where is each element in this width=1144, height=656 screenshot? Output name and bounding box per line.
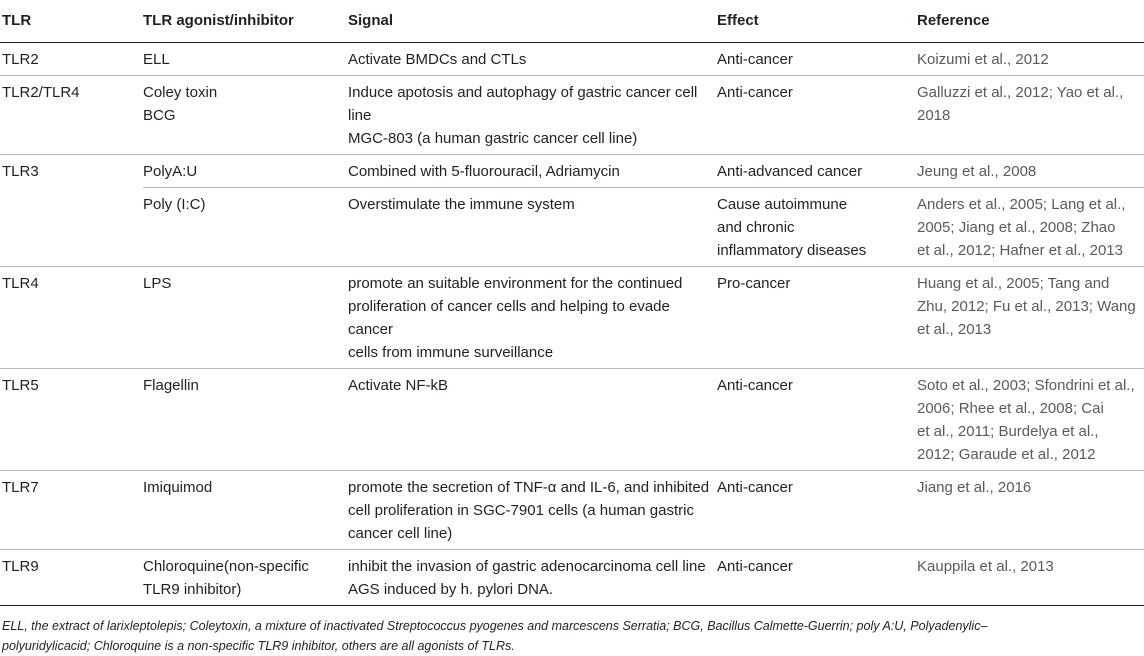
cell-signal-line: proliferation of cancer cells and helping to evade cancer bbox=[348, 298, 670, 338]
cell-reference-line: et al., 2012; Hafner et al., 2013 bbox=[917, 242, 1123, 259]
cell-reference bbox=[917, 155, 1144, 188]
cell-signal-line: promote the secretion of TNF-α and IL-6, and inhibited bbox=[348, 479, 710, 496]
cell-tlr bbox=[0, 267, 143, 369]
cell-agent bbox=[143, 267, 348, 369]
cell-reference bbox=[917, 471, 1144, 550]
cell-effect-line: Anti-cancer bbox=[717, 84, 793, 101]
cell-signal bbox=[348, 369, 717, 471]
cell-agent-line: Poly (I:C) bbox=[143, 196, 206, 213]
cell-tlr-line: TLR2/TLR4 bbox=[2, 84, 80, 101]
cell-signal bbox=[348, 267, 717, 369]
cell-effect-line: Anti-cancer bbox=[717, 479, 793, 496]
cell-effect bbox=[717, 550, 917, 606]
cell-agent bbox=[143, 550, 348, 606]
cell-signal-line: Induce apotosis and autophagy of gastric cancer cell line bbox=[348, 84, 698, 124]
cell-tlr bbox=[0, 550, 143, 606]
cell-reference-line: 2006; Rhee et al., 2008; Cai bbox=[917, 400, 1104, 417]
cell-tlr bbox=[0, 369, 143, 471]
cell-tlr-line: TLR5 bbox=[2, 377, 39, 394]
cell-effect bbox=[717, 43, 917, 76]
cell-reference bbox=[917, 188, 1144, 267]
cell-signal-line: Overstimulate the immune system bbox=[348, 196, 575, 213]
cell-reference-line: Jeung et al., 2008 bbox=[917, 163, 1037, 180]
cell-effect-line: Anti-cancer bbox=[717, 377, 793, 394]
cell-tlr-line: TLR3 bbox=[2, 163, 39, 180]
cell-signal bbox=[348, 471, 717, 550]
cell-reference-line: et al., 2011; Burdelya et al., bbox=[917, 423, 1099, 440]
cell-effect-line: Anti-cancer bbox=[717, 51, 793, 68]
cell-reference-line: Huang et al., 2005; Tang and bbox=[917, 275, 1110, 292]
cell-signal-line: cell proliferation in SGC-7901 cells (a human gastric bbox=[348, 502, 694, 519]
cell-effect-line: Pro-cancer bbox=[717, 275, 791, 292]
table-body bbox=[0, 43, 1144, 606]
cell-effect-line: and chronic bbox=[717, 219, 795, 236]
cell-signal-line: inhibit the invasion of gastric adenocarcinoma cell line bbox=[348, 558, 706, 575]
cell-effect bbox=[717, 471, 917, 550]
cell-agent bbox=[143, 43, 348, 76]
cell-reference-line: Zhu, 2012; Fu et al., 2013; Wang bbox=[917, 298, 1136, 315]
cell-signal bbox=[348, 43, 717, 76]
cell-tlr bbox=[0, 43, 143, 76]
cell-agent-line: Chloroquine(non-specific bbox=[143, 558, 309, 575]
cell-reference bbox=[917, 369, 1144, 471]
cell-signal bbox=[348, 550, 717, 606]
cell-agent bbox=[143, 369, 348, 471]
cell-agent-line: Coley toxin bbox=[143, 84, 218, 101]
cell-signal-line: AGS induced by h. pylori DNA. bbox=[348, 581, 554, 598]
cell-reference-line: Anders et al., 2005; Lang et al., bbox=[917, 196, 1126, 213]
cell-tlr-line: TLR2 bbox=[2, 51, 39, 68]
cell-agent bbox=[143, 188, 348, 267]
cell-effect bbox=[717, 188, 917, 267]
table-row bbox=[0, 43, 1144, 76]
cell-reference-line: Jiang et al., 2016 bbox=[917, 479, 1032, 496]
cell-agent-line: ELL bbox=[143, 51, 170, 68]
header-tlr: TLR bbox=[0, 0, 143, 43]
cell-effect bbox=[717, 155, 917, 188]
cell-signal-line: cells from immune surveillance bbox=[348, 344, 554, 361]
cell-signal-line: cancer cell line) bbox=[348, 525, 453, 542]
table-row bbox=[0, 76, 1144, 155]
table-row bbox=[0, 155, 1144, 188]
cell-tlr bbox=[0, 76, 143, 155]
cell-agent-line: Imiquimod bbox=[143, 479, 213, 496]
table-row bbox=[0, 369, 1144, 471]
footnote-line: polyuridylicacid; Chloroquine is a non-specific TLR9 inhibitor, others are all agonists of TLRs. bbox=[2, 639, 515, 653]
cell-signal-line: Activate NF-kB bbox=[348, 377, 449, 394]
cell-reference-line: 2018 bbox=[917, 107, 951, 124]
cell-reference-line: Galluzzi et al., 2012; Yao et al., bbox=[917, 84, 1124, 101]
cell-reference bbox=[917, 43, 1144, 76]
cell-effect bbox=[717, 76, 917, 155]
cell-reference-line: 2012; Garaude et al., 2012 bbox=[917, 446, 1096, 463]
header-reference: Reference bbox=[917, 0, 1144, 43]
cell-agent-line: PolyA:U bbox=[143, 163, 198, 180]
cell-effect-line: Cause autoimmune bbox=[717, 196, 848, 213]
header-row bbox=[0, 0, 1144, 43]
cell-agent-line: LPS bbox=[143, 275, 172, 292]
cell-reference-line: Soto et al., 2003; Sfondrini et al., bbox=[917, 377, 1135, 394]
cell-tlr bbox=[0, 155, 143, 188]
cell-agent-line: TLR9 inhibitor) bbox=[143, 581, 242, 598]
cell-signal-line: Combined with 5-fluorouracil, Adriamycin bbox=[348, 163, 620, 180]
cell-effect bbox=[717, 369, 917, 471]
table-row bbox=[0, 188, 1144, 267]
cell-reference bbox=[917, 267, 1144, 369]
cell-agent bbox=[143, 76, 348, 155]
cell-effect-line: Anti-cancer bbox=[717, 558, 793, 575]
table-row bbox=[0, 550, 1144, 606]
cell-reference-line: Kauppila et al., 2013 bbox=[917, 558, 1054, 575]
cell-tlr bbox=[0, 188, 143, 267]
cell-tlr bbox=[0, 471, 143, 550]
cell-signal bbox=[348, 155, 717, 188]
cell-tlr-line: TLR9 bbox=[2, 558, 39, 575]
cell-signal bbox=[348, 76, 717, 155]
cell-signal-line: promote an suitable environment for the continued bbox=[348, 275, 683, 292]
header-agent: TLR agonist/inhibitor bbox=[143, 0, 348, 43]
cell-agent bbox=[143, 471, 348, 550]
cell-reference bbox=[917, 550, 1144, 606]
header-signal: Signal bbox=[348, 0, 717, 43]
table-row bbox=[0, 471, 1144, 550]
cell-reference-line: et al., 2013 bbox=[917, 321, 992, 338]
cell-effect-line: inflammatory diseases bbox=[717, 242, 867, 259]
header-effect: Effect bbox=[717, 0, 917, 43]
cell-effect bbox=[717, 267, 917, 369]
cell-agent bbox=[143, 155, 348, 188]
cell-signal-line: MGC-803 (a human gastric cancer cell line) bbox=[348, 130, 638, 147]
cell-tlr-line: TLR4 bbox=[2, 275, 39, 292]
cell-effect-line: Anti-advanced cancer bbox=[717, 163, 863, 180]
cell-tlr-line: TLR7 bbox=[2, 479, 39, 496]
cell-signal bbox=[348, 188, 717, 267]
table-footnote bbox=[0, 605, 1144, 656]
cell-signal-line: Activate BMDCs and CTLs bbox=[348, 51, 527, 68]
cell-agent-line: BCG bbox=[143, 107, 176, 124]
cell-reference-line: 2005; Jiang et al., 2008; Zhao bbox=[917, 219, 1116, 236]
table-row bbox=[0, 267, 1144, 369]
footnote-line: ELL, the extract of larixleptolepis; Coleytoxin, a mixture of inactivated Streptococcus pyogenes and marcescens Serratia; BCG, Bacillus Calmette-Guerrin; poly A:U, Polyadenylic– bbox=[2, 619, 988, 633]
cell-agent-line: Flagellin bbox=[143, 377, 199, 394]
cell-reference-line: Koizumi et al., 2012 bbox=[917, 51, 1049, 68]
cell-reference bbox=[917, 76, 1144, 155]
